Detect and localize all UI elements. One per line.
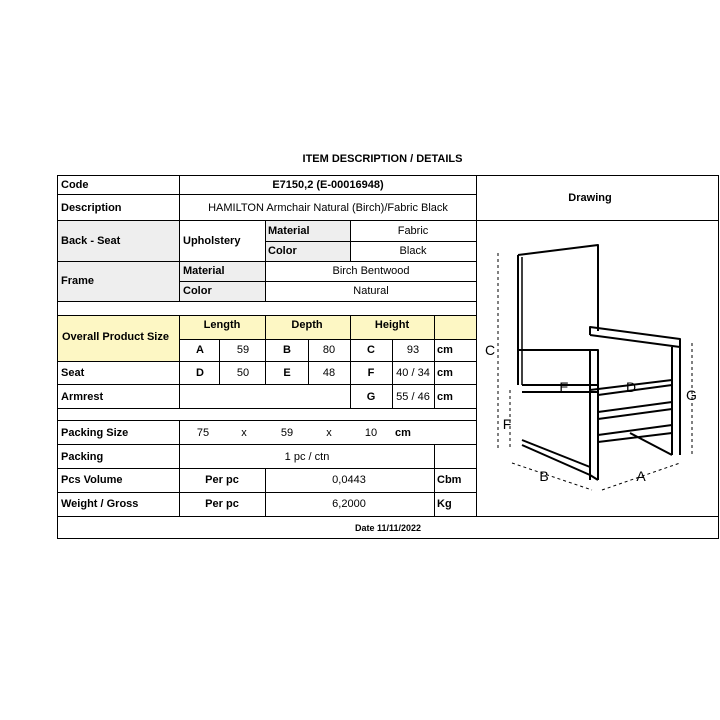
dim-g-value: 55 / 46	[396, 391, 430, 403]
frame-color-value: Natural	[353, 285, 389, 297]
packing-width: 59	[280, 427, 294, 439]
packing-label: Packing	[61, 451, 104, 463]
depth-header: Depth	[291, 319, 323, 331]
upholstery-color-value: Black	[399, 245, 427, 257]
rule	[308, 339, 309, 384]
rule	[392, 339, 393, 408]
drawing-label-g: G	[686, 387, 697, 403]
backrest-outline	[518, 245, 598, 331]
drawing-label-f: F	[502, 416, 512, 432]
rule	[58, 194, 477, 195]
pcs-volume-value: 0,0443	[332, 474, 366, 486]
dim-f-value: 40 / 34	[396, 367, 430, 379]
seat-unit: cm	[437, 367, 453, 379]
packing-length: 75	[196, 427, 210, 439]
dim-d-value: 50	[236, 367, 250, 379]
rule	[350, 315, 351, 408]
lower-rail	[598, 402, 672, 419]
description-label: Description	[61, 202, 122, 214]
packing-value: 1 pc / ctn	[284, 451, 330, 463]
rule	[58, 444, 477, 445]
upholstery-label: Upholstery	[183, 235, 241, 247]
rule	[58, 420, 477, 421]
drawing-label-c: C	[484, 342, 496, 358]
weight-per: Per pc	[205, 498, 239, 510]
rule	[180, 281, 477, 282]
dim-b-letter: B	[283, 344, 291, 356]
upholstery-material-value: Fabric	[397, 225, 429, 237]
rule	[179, 175, 180, 301]
rule	[58, 315, 477, 316]
rule	[58, 384, 477, 385]
frame-color-label: Color	[183, 285, 212, 297]
rule	[58, 408, 477, 409]
pcs-volume-unit: Cbm	[437, 474, 462, 486]
weight-label: Weight / Gross	[61, 498, 139, 510]
frame-material-label: Material	[183, 265, 225, 277]
dim-c-letter: C	[367, 344, 375, 356]
armrest-label: Armrest	[61, 391, 104, 403]
rule	[219, 339, 220, 384]
dim-f-letter: F	[367, 367, 375, 379]
seat-label: Seat	[61, 367, 85, 379]
dim-b-value: 80	[322, 344, 336, 356]
rule	[58, 261, 477, 262]
pcs-volume-per: Per pc	[205, 474, 239, 486]
date-footer: Date 11/11/2022	[354, 523, 422, 533]
dim-g-letter: G	[366, 391, 376, 403]
dim-d-letter: D	[196, 367, 204, 379]
rule	[476, 175, 477, 516]
rule	[265, 221, 266, 301]
code-label: Code	[61, 179, 89, 191]
packing-size-unit: cm	[395, 427, 411, 439]
rule	[58, 468, 477, 469]
dim-a-value: 59	[236, 344, 250, 356]
back-seat-label: Back - Seat	[61, 235, 121, 247]
armchair-drawing	[480, 235, 705, 500]
dim-a-letter: A	[196, 344, 204, 356]
length-header: Length	[203, 319, 241, 331]
packing-height: 10	[364, 427, 378, 439]
rule	[350, 221, 351, 261]
packing-x2: x	[326, 427, 332, 439]
rule	[434, 315, 435, 408]
page-title: ITEM DESCRIPTION / DETAILS	[302, 153, 463, 165]
drawing-label: Drawing	[568, 192, 612, 204]
packing-size-label: Packing Size	[61, 427, 129, 439]
frame-label: Frame	[61, 275, 95, 287]
overall-size-label: Overall Product Size	[62, 331, 169, 343]
packing-x1: x	[241, 427, 247, 439]
weight-unit: Kg	[437, 498, 452, 510]
dim-e-value: 48	[322, 367, 336, 379]
height-header: Height	[374, 319, 410, 331]
description-value: HAMILTON Armchair Natural (Birch)/Fabric Black	[208, 202, 448, 214]
rule	[265, 315, 266, 384]
rule	[58, 361, 477, 362]
code-value: E7150,2 (E-00016948)	[272, 179, 384, 191]
drawing-label-e: E	[559, 379, 569, 395]
rule	[58, 492, 477, 493]
drawing-label-a: A	[636, 468, 646, 484]
drawing-label-b: B	[539, 468, 549, 484]
pcs-volume-label: Pcs Volume	[61, 474, 123, 486]
dim-b-line	[512, 463, 592, 490]
rule	[180, 339, 477, 340]
frame-material-value: Birch Bentwood	[332, 265, 410, 277]
armrest-unit: cm	[437, 391, 453, 403]
rule	[179, 315, 180, 408]
overall-unit: cm	[437, 344, 453, 356]
rule	[179, 420, 180, 516]
upholstery-material-label: Material	[268, 225, 310, 237]
rule	[434, 444, 435, 516]
rule	[58, 220, 719, 221]
dim-e-letter: E	[283, 367, 291, 379]
dim-c-value: 93	[406, 344, 420, 356]
rule	[265, 468, 266, 516]
rule	[58, 301, 477, 302]
drawing-label-d: D	[625, 379, 637, 395]
weight-value: 6,2000	[332, 498, 366, 510]
rule	[58, 516, 719, 517]
upholstery-color-label: Color	[268, 245, 297, 257]
rule	[265, 241, 477, 242]
